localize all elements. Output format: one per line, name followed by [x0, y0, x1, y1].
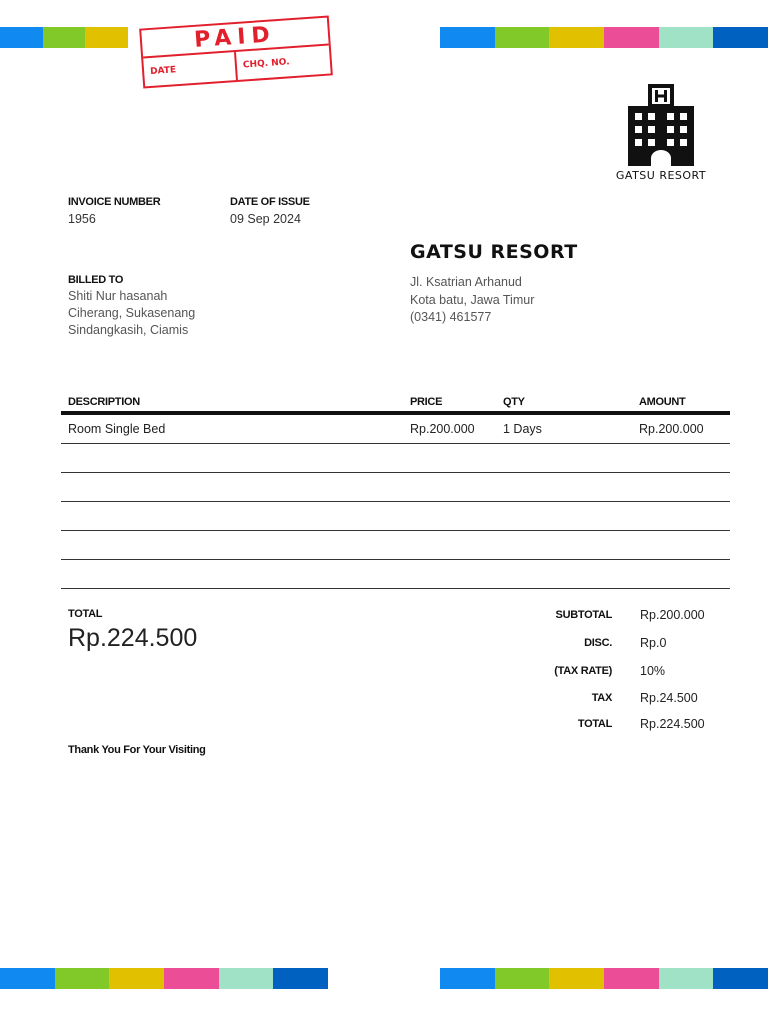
stripe-segment [713, 27, 768, 48]
tax-rate-label: (TAX RATE) [554, 665, 612, 677]
stripe-segment [604, 968, 659, 989]
table-header [61, 393, 730, 415]
stripe-segment [55, 968, 110, 989]
stamp-cheque-label: CHQ. NO. [242, 57, 290, 71]
stripe-segment [43, 27, 86, 48]
discount-label: DISC. [584, 637, 612, 649]
stripe-segment [604, 27, 659, 48]
hotel-building-icon [626, 82, 696, 166]
stamp-date-label: DATE [143, 52, 238, 86]
top-right-color-stripe [440, 27, 768, 48]
invoice-number: 1956 [68, 212, 96, 226]
billed-to-address-1: Ciherang, Sukasenang [68, 306, 196, 320]
bottom-right-color-stripe [440, 968, 768, 989]
stripe-segment [219, 968, 274, 989]
subtotal-value: Rp.200.000 [640, 608, 705, 622]
row-qty: 1 Days [503, 422, 542, 436]
bottom-left-color-stripe [0, 968, 328, 989]
company-address-1: Jl. Ksatrian Arhanud [410, 275, 522, 289]
billed-to-label: BILLED TO [68, 274, 124, 286]
header-price: PRICE [410, 396, 443, 408]
top-left-color-stripe [0, 27, 128, 48]
date-of-issue: 09 Sep 2024 [230, 212, 301, 226]
logo-text: GATSU RESORT [615, 169, 707, 182]
header-description: DESCRIPTION [68, 396, 140, 408]
table-row [61, 415, 730, 444]
stripe-segment [495, 968, 550, 989]
row-description: Room Single Bed [68, 422, 166, 436]
date-of-issue-label: DATE OF ISSUE [230, 196, 310, 208]
row-amount: Rp.200.000 [639, 422, 704, 436]
company-address-2: Kota batu, Jawa Timur [410, 293, 535, 307]
stripe-segment [440, 27, 495, 48]
tax-value: Rp.24.500 [640, 691, 698, 705]
stripe-segment [85, 27, 128, 48]
company-logo [606, 82, 716, 182]
stripe-segment [109, 968, 164, 989]
stripe-segment [549, 27, 604, 48]
summary-total-label: TOTAL [577, 718, 612, 730]
table-row [61, 531, 730, 560]
summary-total-value: Rp.224.500 [640, 717, 705, 731]
thank-you-note: Thank You For Your Visiting [68, 744, 206, 756]
header-amount: AMOUNT [639, 396, 686, 408]
company-name: GATSU RESORT [410, 241, 578, 263]
stripe-segment [0, 27, 43, 48]
stripe-segment [273, 968, 328, 989]
table-row [61, 502, 730, 531]
stripe-segment [0, 968, 55, 989]
stripe-segment [164, 968, 219, 989]
stripe-segment [713, 968, 768, 989]
table-row [61, 473, 730, 502]
stripe-segment [495, 27, 550, 48]
table-row [61, 560, 730, 589]
stripe-segment [659, 27, 714, 48]
total-amount: Rp.224.500 [68, 624, 198, 652]
paid-stamp [139, 15, 333, 88]
billed-to-name: Shiti Nur hasanah [68, 289, 168, 303]
tax-rate-value: 10% [640, 664, 666, 678]
stamp-word: PAID [193, 22, 277, 53]
header-qty: QTY [503, 396, 525, 408]
tax-label: TAX [591, 692, 612, 704]
billed-to-address-2: Sindangkasih, Ciamis [68, 323, 189, 337]
stripe-segment [440, 968, 495, 989]
invoice-number-label: INVOICE NUMBER [68, 196, 161, 208]
discount-value: Rp.0 [640, 636, 667, 650]
row-price: Rp.200.000 [410, 422, 475, 436]
stripe-segment [659, 968, 714, 989]
total-label: TOTAL [68, 608, 103, 620]
table-row [61, 444, 730, 473]
company-phone: (0341) 461577 [410, 310, 492, 324]
stripe-segment [549, 968, 604, 989]
items-table [61, 393, 730, 589]
subtotal-label: SUBTOTAL [555, 609, 612, 621]
